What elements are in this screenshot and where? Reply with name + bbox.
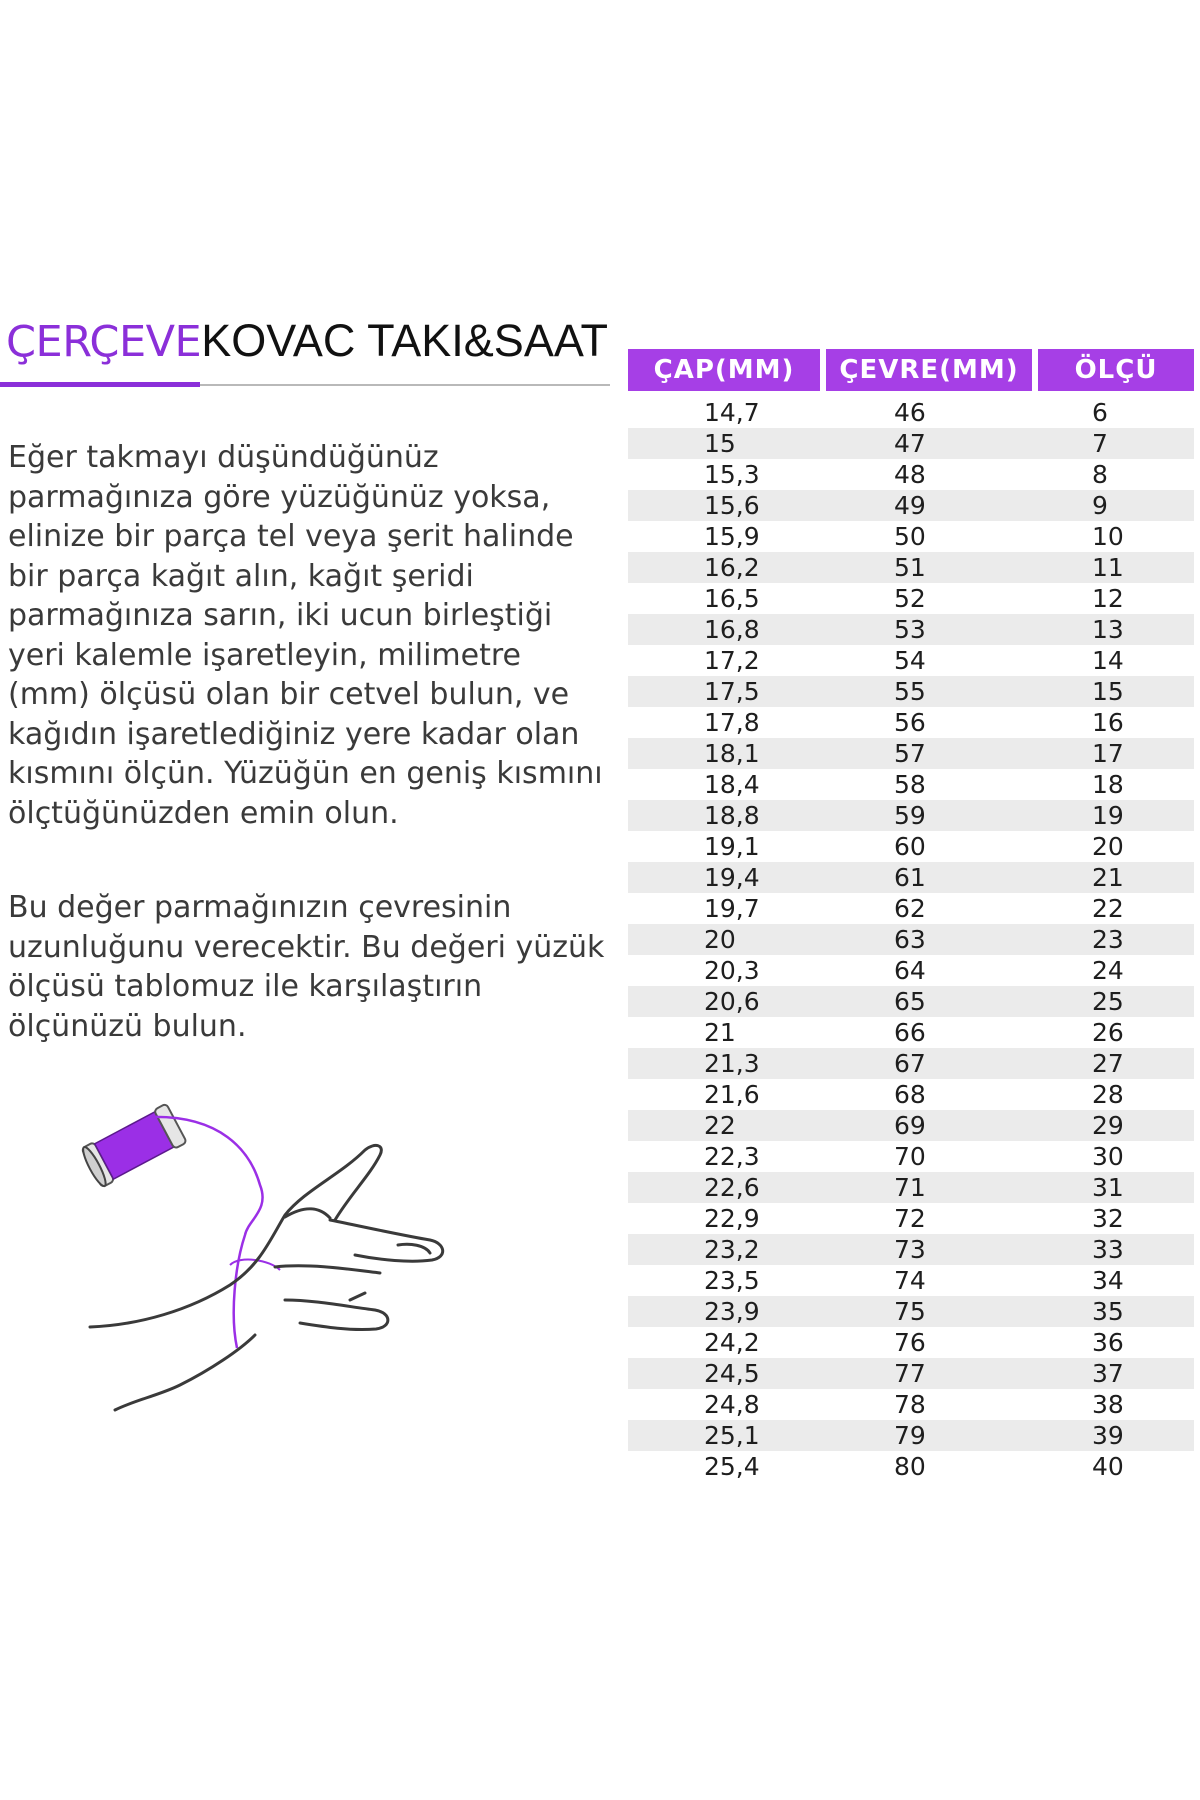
ring-size-table [628,349,1194,1482]
table-row [628,645,1194,676]
table-row [628,707,1194,738]
cell-diameter: 20,3 [704,956,760,985]
cell-circumference: 78 [894,1390,926,1419]
cell-circumference: 76 [894,1328,926,1357]
cell-circumference: 72 [894,1204,926,1233]
cell-diameter: 23,9 [704,1297,760,1326]
table-row [628,955,1194,986]
thread-spool-icon [80,1104,187,1189]
cell-circumference: 49 [894,491,926,520]
cell-size: 30 [1092,1142,1124,1171]
table-row [628,924,1194,955]
table-row [628,831,1194,862]
title-underline [200,384,610,386]
cell-size: 11 [1092,553,1124,582]
cell-size: 17 [1092,739,1124,768]
cell-size: 36 [1092,1328,1124,1357]
cell-diameter: 24,2 [704,1328,760,1357]
cell-diameter: 15,6 [704,491,760,520]
table-row [628,1203,1194,1234]
brand-title [6,315,608,367]
table-row [628,1017,1194,1048]
table-row [628,1172,1194,1203]
cell-size: 26 [1092,1018,1124,1047]
table-row [628,428,1194,459]
cell-size: 27 [1092,1049,1124,1078]
cell-circumference: 79 [894,1421,926,1450]
table-row [628,1234,1194,1265]
cell-diameter: 25,4 [704,1452,760,1481]
cell-size: 9 [1092,491,1108,520]
cell-size: 13 [1092,615,1124,644]
cell-circumference: 53 [894,615,926,644]
cell-size: 14 [1092,646,1124,675]
cell-diameter: 16,5 [704,584,760,613]
hand-thread-illustration [80,1095,520,1440]
table-header [628,349,1194,391]
cell-diameter: 19,4 [704,863,760,892]
cell-circumference: 47 [894,429,926,458]
cell-size: 20 [1092,832,1124,861]
cell-diameter: 21 [704,1018,736,1047]
table-row [628,1420,1194,1451]
cell-diameter: 17,2 [704,646,760,675]
cell-diameter: 22,6 [704,1173,760,1202]
cell-size: 40 [1092,1452,1124,1481]
cell-diameter: 22 [704,1111,736,1140]
cell-diameter: 22,3 [704,1142,760,1171]
cell-diameter: 19,1 [704,832,760,861]
cell-circumference: 50 [894,522,926,551]
cell-circumference: 77 [894,1359,926,1388]
table-row [628,490,1194,521]
table-row [628,1141,1194,1172]
instruction-paragraph-1: Eğer takmayı düşündüğünüz parmağınıza göre yüzüğünüz yoksa, elinize bir parça tel veya şerit halinde bir parça kağıt alın, kağıt şeridi parmağınıza sarın, iki ucun birleştiği yeri kalemle işaretleyin, milimetre (mm) ölçüsü olan bir cetvel bulun, ve kağıdın işaretlediğiniz yere kadar olan kısmını ölçün. Yüzüğün en geniş kısmını ölçtüğünüzden emin olun. [8,440,603,831]
table-row [628,1451,1194,1482]
cell-diameter: 15,9 [704,522,760,551]
cell-diameter: 21,6 [704,1080,760,1109]
cell-size: 38 [1092,1390,1124,1419]
table-row [628,397,1194,428]
cell-circumference: 80 [894,1452,926,1481]
table-row [628,769,1194,800]
cell-circumference: 70 [894,1142,926,1171]
cell-circumference: 69 [894,1111,926,1140]
cell-diameter: 18,1 [704,739,760,768]
cell-size: 21 [1092,863,1124,892]
table-row [628,986,1194,1017]
cell-circumference: 73 [894,1235,926,1264]
cell-size: 7 [1092,429,1108,458]
cell-circumference: 57 [894,739,926,768]
cell-diameter: 23,2 [704,1235,760,1264]
cell-diameter: 16,2 [704,553,760,582]
cell-size: 10 [1092,522,1124,551]
cell-circumference: 52 [894,584,926,613]
cell-diameter: 14,7 [704,398,760,427]
cell-circumference: 48 [894,460,926,489]
table-row [628,521,1194,552]
cell-diameter: 16,8 [704,615,760,644]
brand-part-2: KOVAC TAKI&SAAT [201,315,608,366]
cell-size: 33 [1092,1235,1124,1264]
cell-circumference: 51 [894,553,926,582]
cell-size: 8 [1092,460,1108,489]
cell-diameter: 18,4 [704,770,760,799]
cell-size: 24 [1092,956,1124,985]
cell-diameter: 24,5 [704,1359,760,1388]
table-row [628,1389,1194,1420]
table-row [628,893,1194,924]
cell-circumference: 54 [894,646,926,675]
cell-size: 22 [1092,894,1124,923]
cell-size: 28 [1092,1080,1124,1109]
table-row [628,583,1194,614]
title-underline-accent [0,382,200,387]
cell-diameter: 18,8 [704,801,760,830]
cell-circumference: 56 [894,708,926,737]
cell-size: 23 [1092,925,1124,954]
cell-circumference: 63 [894,925,926,954]
cell-size: 34 [1092,1266,1124,1295]
cell-circumference: 74 [894,1266,926,1295]
cell-circumference: 60 [894,832,926,861]
cell-diameter: 22,9 [704,1204,760,1233]
cell-circumference: 64 [894,956,926,985]
cell-diameter: 19,7 [704,894,760,923]
cell-diameter: 17,5 [704,677,760,706]
table-row [628,1079,1194,1110]
header-diameter: ÇAP(MM) [628,349,820,391]
cell-size: 25 [1092,987,1124,1016]
cell-circumference: 62 [894,894,926,923]
cell-diameter: 23,5 [704,1266,760,1295]
cell-size: 18 [1092,770,1124,799]
cell-size: 35 [1092,1297,1124,1326]
cell-size: 29 [1092,1111,1124,1140]
cell-circumference: 61 [894,863,926,892]
cell-diameter: 20,6 [704,987,760,1016]
table-row [628,1358,1194,1389]
cell-circumference: 55 [894,677,926,706]
table-row [628,676,1194,707]
cell-size: 37 [1092,1359,1124,1388]
table-row [628,1327,1194,1358]
instruction-paragraph-2: Bu değer parmağınızın çevresinin uzunluğunu verecektir. Bu değeri yüzük ölçüsü tablomuz ile karşılaştırın ölçünüzü bulun. [8,890,605,1044]
table-row [628,1265,1194,1296]
cell-size: 32 [1092,1204,1124,1233]
cell-circumference: 67 [894,1049,926,1078]
cell-circumference: 59 [894,801,926,830]
cell-size: 12 [1092,584,1124,613]
cell-diameter: 17,8 [704,708,760,737]
table-row [628,800,1194,831]
table-row [628,614,1194,645]
table-row [628,862,1194,893]
cell-size: 15 [1092,677,1124,706]
table-row [628,552,1194,583]
cell-size: 31 [1092,1173,1124,1202]
table-row [628,459,1194,490]
cell-circumference: 58 [894,770,926,799]
cell-diameter: 15,3 [704,460,760,489]
cell-diameter: 25,1 [704,1421,760,1450]
cell-circumference: 71 [894,1173,926,1202]
cell-circumference: 46 [894,398,926,427]
cell-diameter: 24,8 [704,1390,760,1419]
cell-circumference: 65 [894,987,926,1016]
cell-diameter: 20 [704,925,736,954]
cell-size: 39 [1092,1421,1124,1450]
cell-circumference: 66 [894,1018,926,1047]
table-body [628,397,1194,1482]
header-size: ÖLÇÜ [1038,349,1194,391]
table-row [628,738,1194,769]
cell-circumference: 68 [894,1080,926,1109]
cell-circumference: 75 [894,1297,926,1326]
cell-size: 16 [1092,708,1124,737]
table-row [628,1110,1194,1141]
table-row [628,1048,1194,1079]
cell-diameter: 15 [704,429,736,458]
table-row [628,1296,1194,1327]
cell-size: 19 [1092,801,1124,830]
brand-part-1: ÇERÇEVE [6,317,202,367]
header-circumference: ÇEVRE(MM) [826,349,1032,391]
cell-diameter: 21,3 [704,1049,760,1078]
cell-size: 6 [1092,398,1108,427]
